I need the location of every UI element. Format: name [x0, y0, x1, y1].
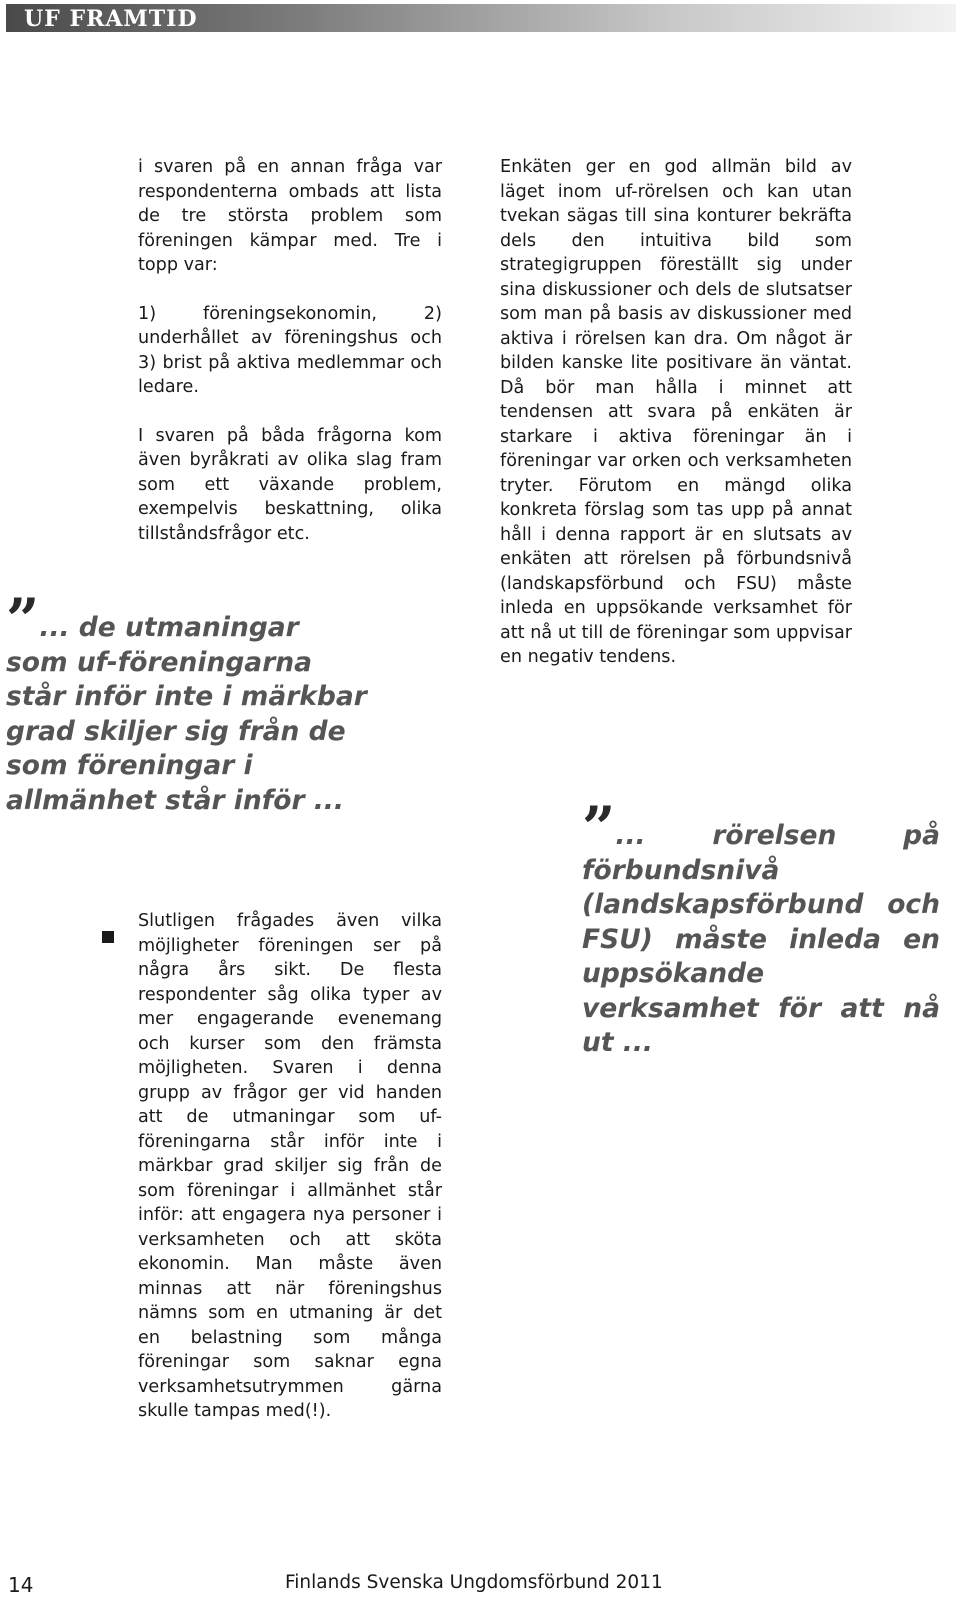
pull-quote-1-text: ... de utmaningar som uf-föreningarna står inför inte i märkbar grad skiljer sig från de som föreningar i allmänhet står inför ...: [6, 612, 367, 816]
pull-quote-2: [582, 794, 940, 1061]
left-paragraph-3: I svaren på båda frågorna kom även byråkrati av olika slag fram som ett växande problem, exempelvis beskattning, olika tillståndsfrågor etc.: [138, 425, 442, 544]
pull-quote-1: [6, 586, 368, 818]
bullet-paragraph: Slutligen frågades även vilka möjligheter föreningen ser på några års sikt. De flesta respondenter såg olika typer av mer engagerande evenemang och kurser som den främsta möjligheten. Svaren i denna grupp av frågor ger vid handen att de utmaningar som uf-föreningarna står inför inte i märkbar grad skiljer sig från de som föreningar i allmänhet står inför: att engagera nya personer i verksamheten och att sköta ekonomin. Man måste även minnas att när föreningshus nämns som en utmaning är det en belastning som många föreningar som saknar egna verksamhetsutrymmen gärna skulle tampas med(!).: [138, 911, 442, 1421]
bullet-section: [138, 909, 442, 1424]
page-number: 14: [8, 1573, 34, 1597]
header-title: UF FRAMTID: [24, 6, 198, 32]
left-paragraph-1: i svaren på en annan fråga var respondenterna ombads att lista de tre största problem som föreningen kämpar med. Tre i topp var:: [138, 157, 442, 275]
left-column-top: [138, 155, 442, 546]
pull-quote-2-text: ... rörelsen på förbundsnivå (landskapsförbund och FSU) måste inleda en uppsökande verksamhet för att nå ut ...: [582, 820, 940, 1058]
right-paragraph-1: Enkäten ger en god allmän bild av läget inom uf-rörelsen och kan utan tvekan sägas till sina konturer bekräfta dels den intuitiva bild som strategigruppen föreställt sig under sina diskussioner och dels de slutsatser som man på basis av diskussioner med aktiva i rörelsen kan dra. Om något är bilden kanske lite positivare än väntat. Då bör man hålla i minnet att tendensen att svara på enkäten är starkare i aktiva föreningar än i föreningar var orken och verksamheten tryter. Förutom en mängd olika konkreta förslag som tas upp på annat håll i denna rapport är en slutsats av enkäten att rörelsen på förbundsnivå (landskapsförbund och FSU) måste inleda en uppsökande verksamhet för att nå ut till de föreningar som uppvisar en negativ tendens.: [500, 157, 852, 667]
quote-mark-icon: ”: [6, 586, 38, 654]
footer-organization: Finlands Svenska Ungdomsförbund 2011: [285, 1572, 663, 1593]
left-paragraph-2: 1) föreningsekonomin, 2) underhållet av föreningshus och 3) brist på aktiva medlemmar och ledare.: [138, 303, 442, 397]
bullet-square-icon: [102, 931, 114, 943]
header-bar: [6, 4, 956, 32]
right-column: [500, 155, 852, 670]
quote-mark-icon: ”: [582, 794, 614, 862]
